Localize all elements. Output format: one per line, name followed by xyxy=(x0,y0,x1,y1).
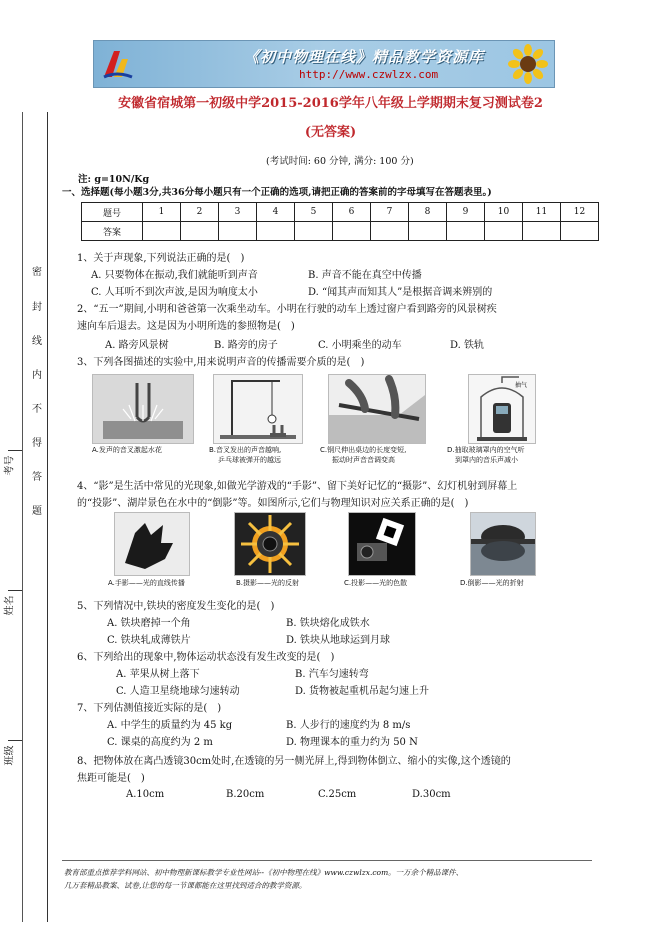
q1-option-a: A. 只要物体在振动,我们就能听到声音 xyxy=(91,270,258,281)
section-heading: 一、选择题(每小题3分,共36分每小题只有一个正确的选项,请把正确的答案前的字母填写在答题表里。) xyxy=(62,187,492,198)
question-number: 12 xyxy=(561,203,599,222)
q8-option-d: D.30cm xyxy=(412,789,451,800)
answer-cell[interactable] xyxy=(561,222,599,241)
question-number: 7 xyxy=(371,203,409,222)
table-row xyxy=(82,222,599,241)
figure-caption: C.钢尺伸出桌边的长度变短, xyxy=(320,446,407,454)
answer-cell[interactable] xyxy=(295,222,333,241)
question-number: 4 xyxy=(257,203,295,222)
question-6-stem: 6、下列给出的现象中,物体运动状态没有发生改变的是( ) xyxy=(77,652,335,663)
q7-option-a: A. 中学生的质量约为 45 kg xyxy=(107,720,233,731)
q2-option-b: B. 路旁的房子 xyxy=(214,340,278,351)
figure-caption: A.手影——光的直线传播 xyxy=(108,579,185,587)
q6-option-d: D. 货物被起重机吊起匀速上升 xyxy=(295,686,430,697)
figure-caption: 振动时声音音调变高 xyxy=(332,456,395,464)
projector-figure xyxy=(348,512,416,576)
seal-char: 密 xyxy=(32,267,42,278)
figure-caption: C.投影——光的色散 xyxy=(344,579,408,587)
q7-option-b: B. 人步行的速度约为 8 m/s xyxy=(286,720,411,731)
figure-caption: B.摄影——光的反射 xyxy=(236,579,300,587)
seal-char: 内 xyxy=(32,370,42,381)
q1-option-b: B. 声音不能在真空中传播 xyxy=(308,270,422,281)
footer-divider xyxy=(62,860,592,861)
answer-cell[interactable] xyxy=(447,222,485,241)
name-label: 姓名 xyxy=(4,595,16,616)
q8-option-b: B.20cm xyxy=(226,789,265,800)
question-number: 10 xyxy=(485,203,523,222)
q7-option-c: C. 课桌的高度约为 2 m xyxy=(107,737,213,748)
answer-cell[interactable] xyxy=(181,222,219,241)
q8-option-a: A.10cm xyxy=(126,789,165,800)
figure-caption: 乒乓球被弹开的越远 xyxy=(218,456,281,464)
pump-label: 抽气 xyxy=(515,382,528,389)
figure-caption: B.音叉发出的声音越响, xyxy=(209,446,282,454)
answer-cell[interactable] xyxy=(257,222,295,241)
hand-shadow-figure xyxy=(114,512,190,576)
figure-caption: A.发声的音叉激起水花 xyxy=(92,446,162,454)
q6-option-b: B. 汽车匀速转弯 xyxy=(295,669,369,680)
q5-option-d: D. 铁块从地球运到月球 xyxy=(286,635,391,646)
banner-title: 《初中物理在线》精品教学资源库 xyxy=(244,48,485,66)
margin-border xyxy=(22,112,23,922)
q7-option-d: D. 物理课本的重力约为 50 N xyxy=(286,737,418,748)
tuning-fork-water-figure xyxy=(92,374,194,444)
banner-url[interactable]: http://www.czwlzx.com xyxy=(299,68,439,81)
photography-figure xyxy=(234,512,306,576)
question-number: 9 xyxy=(447,203,485,222)
question-number: 2 xyxy=(181,203,219,222)
site-logo-icon xyxy=(100,47,134,81)
q1-option-c: C. 人耳听不到次声波,是因为响度太小 xyxy=(91,287,258,298)
binding-line xyxy=(47,112,48,922)
bell-jar-figure xyxy=(468,374,536,444)
question-4-stem-line1: 4、“影”是生活中常见的光现象,如做光学游戏的“手影”、留下美好记忆的“摄影”、幻灯机射到屏幕上 xyxy=(77,481,518,492)
exam-number-label: 考号 xyxy=(4,455,16,476)
q5-option-c: C. 铁块轧成薄铁片 xyxy=(107,635,191,646)
footer-line-2: 几万套精品教案、试卷,让您的每一节课都能在这里找到适合的教学资源。 xyxy=(64,881,307,890)
answer-cell[interactable] xyxy=(409,222,447,241)
question-4-stem-line2: 的“投影”、湖岸景色在水中的“倒影”等。如图所示,它们与物理知识对应关系正确的是( ) xyxy=(77,498,469,509)
seal-char: 封 xyxy=(32,302,42,313)
question-1-stem: 1、关于声现象,下列说法正确的是( ) xyxy=(77,253,245,264)
question-number: 3 xyxy=(219,203,257,222)
question-number: 1 xyxy=(143,203,181,222)
answer-cell[interactable] xyxy=(523,222,561,241)
question-number: 6 xyxy=(333,203,371,222)
header-banner xyxy=(93,40,555,88)
reflection-figure xyxy=(470,512,536,576)
seal-char: 线 xyxy=(32,336,42,347)
answer-cell[interactable] xyxy=(219,222,257,241)
question-2-stem-line2: 速向车后退去。这是因为小明所选的参照物是( ) xyxy=(77,321,295,332)
sunflower-icon xyxy=(508,44,548,84)
tuning-fork-ball-figure xyxy=(213,374,303,444)
seal-char: 答 xyxy=(32,472,42,483)
question-8-stem-line1: 8、把物体放在离凸透镜30cm处时,在透镜的另一侧光屏上,得到物体倒立、缩小的实像,这个透镜的 xyxy=(77,756,511,767)
answer-cell[interactable] xyxy=(485,222,523,241)
q5-option-a: A. 铁块磨掉一个角 xyxy=(107,618,191,629)
q2-option-a: A. 路旁风景树 xyxy=(105,340,169,351)
seal-char: 得 xyxy=(32,438,42,449)
figure-caption: D.抽取玻璃罩内的空气听 xyxy=(447,446,525,454)
name-blank xyxy=(8,590,22,591)
question-7-stem: 7、下列估测值接近实际的是( ) xyxy=(77,703,222,714)
question-5-stem: 5、下列情况中,铁块的密度发生变化的是( ) xyxy=(77,601,275,612)
class-blank xyxy=(8,740,22,741)
table-row xyxy=(82,203,599,222)
footer-line-1: 教育部重点推荐学科网站、初中物理新课标教学专业性网站--《初中物理在线》www.czwlzx.com。一万余个精品课件、 xyxy=(64,868,464,877)
exam-info: (考试时间: 60 分钟, 满分: 100 分) xyxy=(266,156,414,167)
page-subtitle: (无答案) xyxy=(304,125,357,140)
question-8-stem-line2: 焦距可能是( ) xyxy=(77,773,145,784)
exam-number-blank xyxy=(8,450,22,451)
page-title: 安徽省宿城第一初级中学2015-2016学年八年级上学期期末复习测试卷2 xyxy=(118,96,543,111)
question-number: 8 xyxy=(409,203,447,222)
q1-option-d: D. “闻其声而知其人”是根据音调来辨别的 xyxy=(308,287,493,298)
q6-option-a: A. 苹果从树上落下 xyxy=(116,669,200,680)
q8-option-c: C.25cm xyxy=(318,789,357,800)
answer-cell[interactable] xyxy=(371,222,409,241)
q2-option-d: D. 铁轨 xyxy=(450,340,485,351)
row-header: 题号 xyxy=(82,203,143,222)
q5-option-b: B. 铁块熔化成铁水 xyxy=(286,618,370,629)
answer-table xyxy=(81,202,599,241)
q2-option-c: C. 小明乘坐的动车 xyxy=(318,340,402,351)
row-header: 答案 xyxy=(82,222,143,241)
question-number: 11 xyxy=(523,203,561,222)
question-3-stem: 3、下列各图描述的实验中,用来说明声音的传播需要介质的是( ) xyxy=(77,357,365,368)
steel-ruler-figure xyxy=(328,374,426,444)
answer-cell[interactable] xyxy=(333,222,371,241)
figure-caption: D.倒影——光的折射 xyxy=(460,579,524,587)
class-label: 班级 xyxy=(4,745,16,766)
question-number: 5 xyxy=(295,203,333,222)
seal-char: 题 xyxy=(32,506,42,517)
gravity-note: 注: g=10N/Kg xyxy=(78,174,150,185)
question-2-stem-line1: 2、“五一”期间,小明和爸爸第一次乘坐动车。小明在行驶的动车上透过窗户看到路旁的风景树疾 xyxy=(77,304,497,315)
q6-option-c: C. 人造卫星绕地球匀速转动 xyxy=(116,686,240,697)
seal-char: 不 xyxy=(32,404,42,415)
answer-cell[interactable] xyxy=(143,222,181,241)
figure-caption: 到罩内的音乐声减小 xyxy=(455,456,518,464)
